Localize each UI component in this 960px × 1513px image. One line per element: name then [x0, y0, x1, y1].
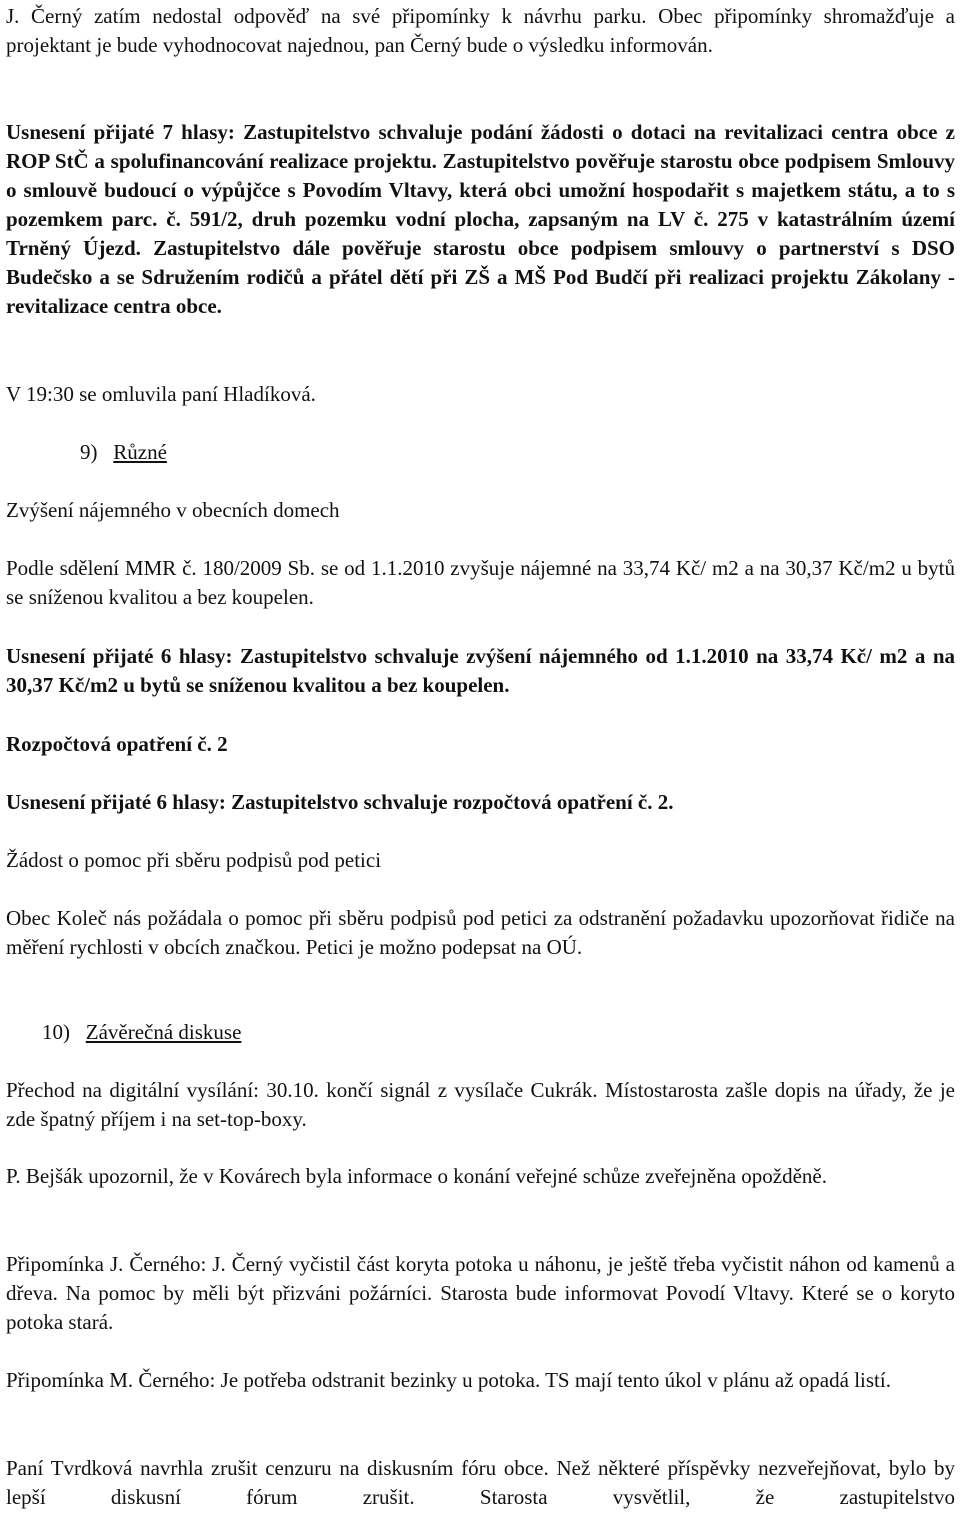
section-title: Závěrečná diskuse [85, 1020, 242, 1044]
petition-heading: Žádost o pomoc při sběru podpisů pod petici [6, 848, 382, 872]
discussion-tvrdkova: Paní Tvrdková navrhla zrušit cenzuru na diskusním fóru obce. Než některé příspěvky nezveřejňovat, bylo by lepší diskusní fórum zrušit. Starosta vysvětlil, že zastupitelstvo [6, 1456, 955, 1509]
discussion-j-cerny: Připomínka J. Černého: J. Černý vyčistil část koryta potoka u náhonu, je ještě třeba vyčistit náhon od kamenů a dřeva. Na pomoc by měli být přizváni požárníci. Starosta bude informovat Povodí Vltavy. Které se o koryto potoka stará. [6, 1252, 955, 1334]
paragraph-text: J. Černý zatím nedostal odpověď na své připomínky k návrhu parku. Obec připomínky shromažďuje a projektant je bude vyhodnocovat najednou, pan Černý bude o výsledku informován. [6, 4, 955, 57]
discussion-m-cerny: Připomínka M. Černého: Je potřeba odstranit bezinky u potoka. TS mají tento úkol v plánu až opadá listí. [6, 1368, 891, 1392]
rent-text: Podle sdělení MMR č. 180/2009 Sb. se od 1.1.2010 zvyšuje nájemné na 33,74 Kč/ m2 a na 30,37 Kč/m2 u bytů se sníženou kvalitou a bez koupelen. [6, 556, 955, 609]
section-9-heading [80, 438, 960, 467]
budget-resolution: Usnesení přijaté 6 hlasy: Zastupitelstvo schvaluje rozpočtová opatření č. 2. [6, 790, 674, 814]
discussion-digital-tv: Přechod na digitální vysílání: 30.10. končí signál z vysílače Cukrák. Místostarosta zašle dopis na úřady, že je zde špatný příjem i na set-top-boxy. [6, 1078, 955, 1131]
section-number: 10) [42, 1020, 70, 1044]
petition-text: Obec Koleč nás požádala o pomoc při sběru podpisů pod petici za odstranění požadavku upozorňovat řidiče na měření rychlosti v obcích značkou. Petici je možno podepsat na OÚ. [6, 906, 955, 959]
rent-resolution: Usnesení přijaté 6 hlasy: Zastupitelstvo schvaluje zvýšení nájemného od 1.1.2010 na 33,74 Kč/ m2 a na 30,37 Kč/m2 u bytů se sníženou kvalitou a bez koupelen. [6, 644, 955, 697]
note-absence: V 19:30 se omluvila paní Hladíková. [6, 382, 316, 406]
section-10-heading [42, 1018, 960, 1047]
resolution-revitalization [6, 118, 955, 321]
section-title: Různé [113, 440, 167, 464]
resolution-part-grant: Usnesení přijaté 7 hlasy: Zastupitelstvo schvaluje podání žádosti o dotaci na revitalizaci centra obce z ROP StČ a spolufinancování realizace projektu. [6, 120, 955, 173]
budget-heading: Rozpočtová opatření č. 2 [6, 732, 228, 756]
paragraph-cerny-comments [6, 2, 955, 60]
resolution-part-loan: Zastupitelstvo pověřuje starostu obce podpisem Smlouvy o smlouvě budoucí o výpůjčce s Povodím Vltavy, která obci umožní hospodařit s majetkem státu, a to s pozemkem parc. č. 591/2, druh pozemku vodní plocha, zapsaným na LV č. 275 v katastrálním území Trněný Újezd. [6, 149, 956, 260]
resolution-part-partnership: Zastupitelstvo dále pověřuje starostu obce podpisem smlouvy o partnerství s DSO Budečsko a se Sdružením rodičů a přátel dětí při ZŠ a MŠ Pod Budčí při realizaci projektu Zákolany - revitalizace centra obce. [6, 236, 955, 318]
discussion-bejsak: P. Bejšák upozornil, že v Kovárech byla informace o konání veřejné schůze zveřejněna opožděně. [6, 1164, 827, 1188]
section-number: 9) [80, 440, 98, 464]
rent-heading: Zvýšení nájemného v obecních domech [6, 498, 340, 522]
